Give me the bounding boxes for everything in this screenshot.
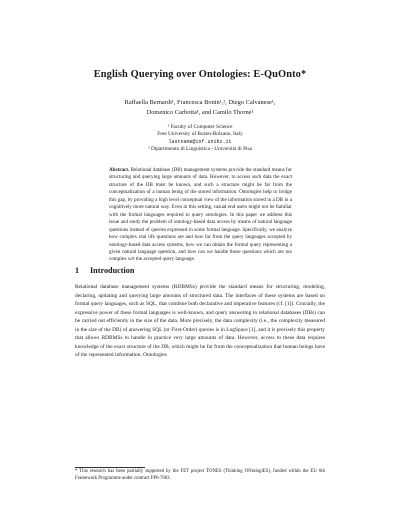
affiliation-2: Free University of Bozen-Bolzano, Italy [157,131,243,138]
abstract-label: Abstract. [109,167,130,173]
authors-line-1: Raffaella Bernardi¹, Francesca Bonin¹,², Diego Calvanese¹, [124,99,276,106]
affiliation-3: ² Dipartimento di Linguistica - Università di Pisa [148,145,252,152]
authors-line-2: Domenico Carbotta¹, and Camilo Thorne¹ [146,108,254,116]
introduction-paragraph: Relational database management systems (RDBMSs) provide the standard means for structuring, modeling, declaring, updating and querying large amounts of structured data. The interfaces of these systems are based on formal query languages, such as SQL, that combine both declarative and imperative features (cf. [1]). Crucially, the expressive power of these formal languages is well-known, and query answering in relational databases (DBs) can be carried out efficiently in the size of the data. More precisely, the data complexity (i.e., the complexity measured in the size of the DB) of answering SQL (or First-Order) queries is in LogSpace [1], and it is precisely this property that allows RDBMSs to handle in practice very large amounts of data. However, access to these data requires knowledge of the exact structure of the DB, which might be far from the conceptualization that human beings have of the represented information. Ontologies [75,284,325,359]
author-list [60,98,340,117]
footnote: * This research has been partially supported by the FET project TONES (Thinking ONtologiES), funded within the EU 6th Framework Programme under contract FP6-7603. [75,469,325,481]
section-heading [75,266,325,275]
section-title: Introduction [90,266,135,275]
abstract-text: Relational database (DB) management systems provide the standard means for structuring and querying large amounts of data. However, to access such data the exact structure of the DB must be known, and such a structure might be far from the conceptualization of a human being of the stored information. Ontologies help to bridge this gap, by providing a high level conceptual view of the information stored in a DB in a cognitively more natural way. Even in this setting, casual end users might not be familiar with the formal languages required to query ontologies. In this paper we address this issue and study the problem of ontology-based data access by means of natural language questions instead of queries expressed in some formal language. Specifically, we analyze how complex real life questions are and how far from the query languages accepted by ontology-based data access systems, how we can obtain the formal query representing a given natural language question, and how can we handle those questions which are too complex wrt the accepted query language. [109,167,292,263]
affiliations [60,124,340,153]
affiliation-1: ¹ Faculty of Computer Science [167,124,233,130]
abstract [109,167,292,264]
affiliation-email: lastname@inf.unibz.it [168,138,232,145]
paper-title: English Querying over Ontologies: E-QuOnto* [93,69,307,80]
section-number: 1 [75,266,80,275]
footnote-rule [75,467,145,468]
